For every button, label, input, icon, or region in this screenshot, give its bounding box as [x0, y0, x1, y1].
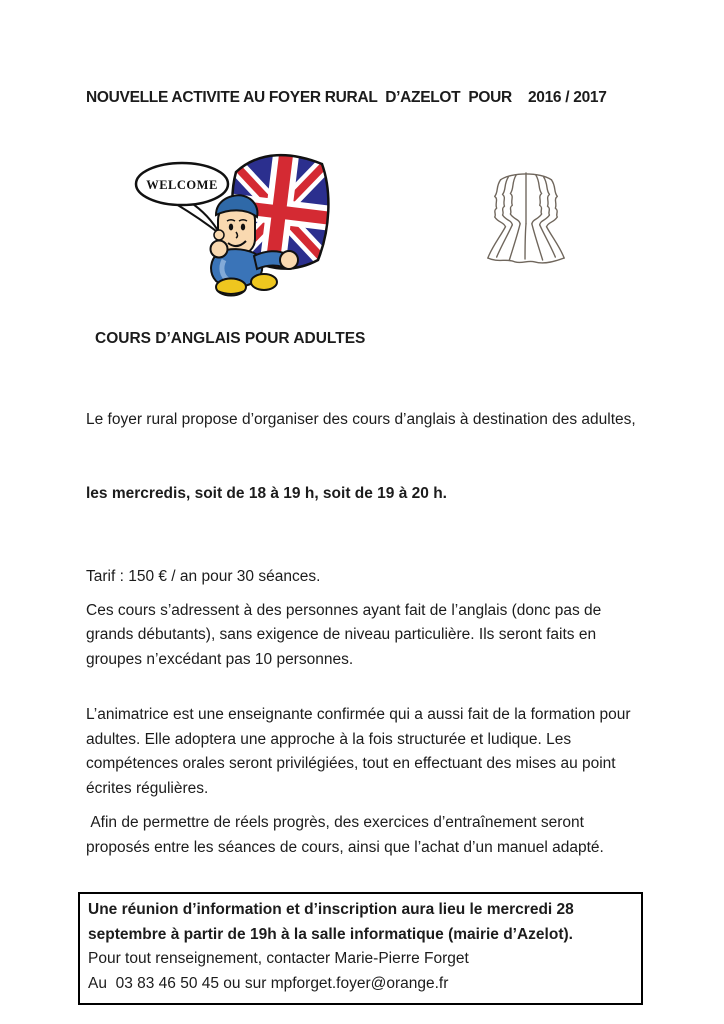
speech-bubble-tail [176, 202, 220, 234]
intro-schedule-bold: les mercredis, soit de 18 à 19 h, soit de 19 à 20 h. [86, 484, 447, 502]
paragraph-exercices: Afin de permettre de réels progrès, des exercices d’entraînement seront proposés entre les séances de cours, ainsi que l’achat d’un manuel adapté. [86, 814, 604, 856]
paragraph-cours: Ces cours s’adressent à des personnes ayant fait de l’anglais (donc pas de grands débutants), sans exigence de niveau particulière. Ils seront faits en groupes n’excédant pas 10 personnes. [86, 601, 606, 668]
info-box-contact: Pour tout renseignement, contacter Marie-Pierre Forget [88, 950, 469, 967]
faces-illusion-sketch [482, 166, 570, 266]
mascot-ear [214, 230, 224, 240]
mascot-left-fist [211, 241, 228, 258]
document-title: NOUVELLE ACTIVITE AU FOYER RURAL D’AZELOT POUR 2016 / 2017 [86, 89, 607, 106]
intro-text: Le foyer rural propose d’organiser des cours d’anglais à destination des adultes, [86, 411, 636, 428]
paragraph-animatrice: L’animatrice est une enseignante confirmée qui a aussi fait de la formation pour adultes. Elle adoptera une approche à la fois structurée et ludique. Les compétences orales seront privilégiées, tout en effectuant des mises au point écrites régulières. [86, 706, 635, 797]
welcome-speech-text: WELCOME [146, 178, 218, 192]
paragraph-tarif: Tarif : 150 € / an pour 30 séances. [86, 568, 321, 585]
info-box-phone-email: Au 03 83 46 50 45 ou sur mpforget.foyer@orange.fr [88, 974, 449, 992]
speech-bubble [136, 163, 228, 234]
mascot-shoe-left [216, 279, 246, 296]
header-images [86, 148, 642, 298]
info-box-announcement: Une réunion d’information et d’inscription aura lieu le mercredi 28 septembre à partir de 19h à la salle informatique (mairie d’Azelot). [88, 901, 579, 943]
mascot-right-fist [280, 251, 298, 269]
welcome-mascot-illustration [132, 148, 332, 298]
mascot-shoe-right [251, 274, 277, 290]
info-box [78, 892, 643, 1005]
section-heading: COURS D’ANGLAIS POUR ADULTES [95, 330, 366, 347]
paragraph-intro [86, 359, 642, 555]
